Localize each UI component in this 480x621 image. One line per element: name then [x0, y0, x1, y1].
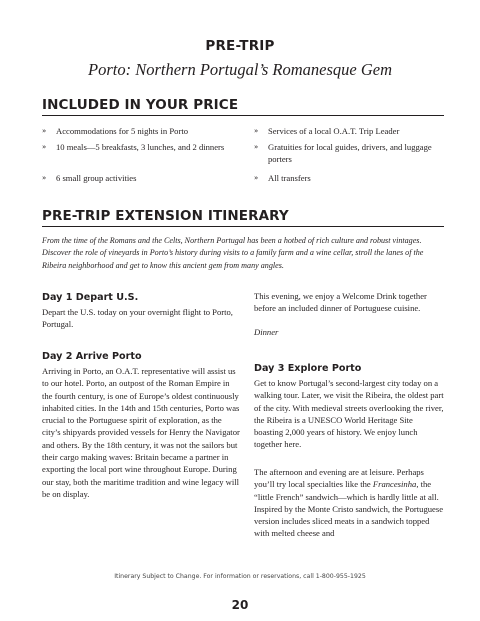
- bullet-arrow-icon: »: [42, 127, 47, 135]
- day3-paragraph-2-end: , the “little French” sandwich—which is hardly little at all. Inspired by the Monte Cristo sandwich, the Portuguese version includes sliced meats in a sandwich topped with melted cheese and: [254, 479, 444, 539]
- included-item-gratuities: [254, 141, 444, 165]
- included-item-text: Gratuities for local guides, drivers, and luggage porters: [268, 142, 432, 164]
- included-item-text: 10 meals—5 breakfasts, 3 lunches, and 2 dinners: [56, 142, 225, 152]
- day3-paragraph-2-start: The afternoon and evening are at leisure. Perhaps you’ll try local specialties like the: [254, 467, 424, 490]
- day3-paragraph-1: Get to know Portugal’s second-largest city today on a walking tour. Later, we visit the Ribeira, the oldest part of the city. With medieval streets overlooking the river, the Ribeira is a UNESCO World Heritage Site boasting 2,000 years of history. We enjoy lunch together here.: [254, 378, 444, 450]
- page-title: Porto: Northern Portugal’s Romanesque Gem: [87, 60, 392, 79]
- day1-text: Depart the U.S. today on your overnight flight to Porto, Portugal.: [42, 307, 233, 330]
- day3-paragraph-2: [254, 466, 444, 540]
- included-item-text: Services of a local O.A.T. Trip Leader: [268, 126, 400, 136]
- day3-heading: Day 3 Explore Porto: [254, 363, 362, 374]
- itinerary-intro: From the time of the Romans and the Celts, Northern Portugal has been a hotbed of rich culture and robust vintages. Discover the role of vineyards in Porto’s history during visits to a family farm and a wine cellar, stroll the lanes of the Ribeira neighborhood and get to know this ancient gem from many angles.: [42, 236, 424, 270]
- page-number: 20: [231, 598, 249, 612]
- bullet-arrow-icon: »: [254, 127, 259, 135]
- bullet-arrow-icon: »: [254, 174, 259, 182]
- included-item-transfers: [254, 172, 444, 184]
- included-item-trip-leader: [254, 125, 444, 137]
- included-item-activities: [42, 172, 232, 184]
- meal-label: Dinner: [254, 327, 279, 337]
- day2-heading: Day 2 Arrive Porto: [42, 351, 142, 362]
- itinerary-divider: [42, 226, 444, 227]
- included-heading: INCLUDED IN YOUR PRICE: [42, 97, 239, 113]
- included-divider: [42, 115, 444, 116]
- francesinha-term: Francesinha: [372, 479, 417, 490]
- bullet-arrow-icon: »: [254, 143, 259, 151]
- bullet-arrow-icon: »: [42, 174, 47, 182]
- included-item-accommodations: [42, 125, 232, 137]
- itinerary-heading: PRE-TRIP EXTENSION ITINERARY: [42, 208, 289, 224]
- day1-heading: Day 1 Depart U.S.: [42, 292, 139, 303]
- included-item-text: Accommodations for 5 nights in Porto: [56, 126, 188, 136]
- evening-text: This evening, we enjoy a Welcome Drink together before an included dinner of Portuguese cuisine.: [254, 291, 427, 314]
- included-item-text: 6 small group activities: [56, 173, 137, 183]
- footer-note: Itinerary Subject to Change. For information or reservations, call 1-800-955-1925: [114, 573, 366, 580]
- included-item-meals: [42, 141, 232, 153]
- page-kicker: PRE-TRIP: [205, 38, 275, 54]
- included-item-text: All transfers: [268, 173, 311, 183]
- bullet-arrow-icon: »: [42, 143, 47, 151]
- day2-text: Arriving in Porto, an O.A.T. representative will assist us to our hotel. Porto, an outpost of the Roman Empire in the fourth century, is one of Europe’s oldest continuously inhabited cities. In the 14th and 15th centuries, Porto was crucial to the Portuguese spirit of exploration, as the city’s shipyards provided vessels for Henry the Navigator and others. By the 18th century, it was not the sailors but their cargo making waves: Britain became a partner in exporting the local port wine throughout Europe. During our stay, both the maritime tradition and wine legacy will be on display.: [42, 366, 240, 499]
